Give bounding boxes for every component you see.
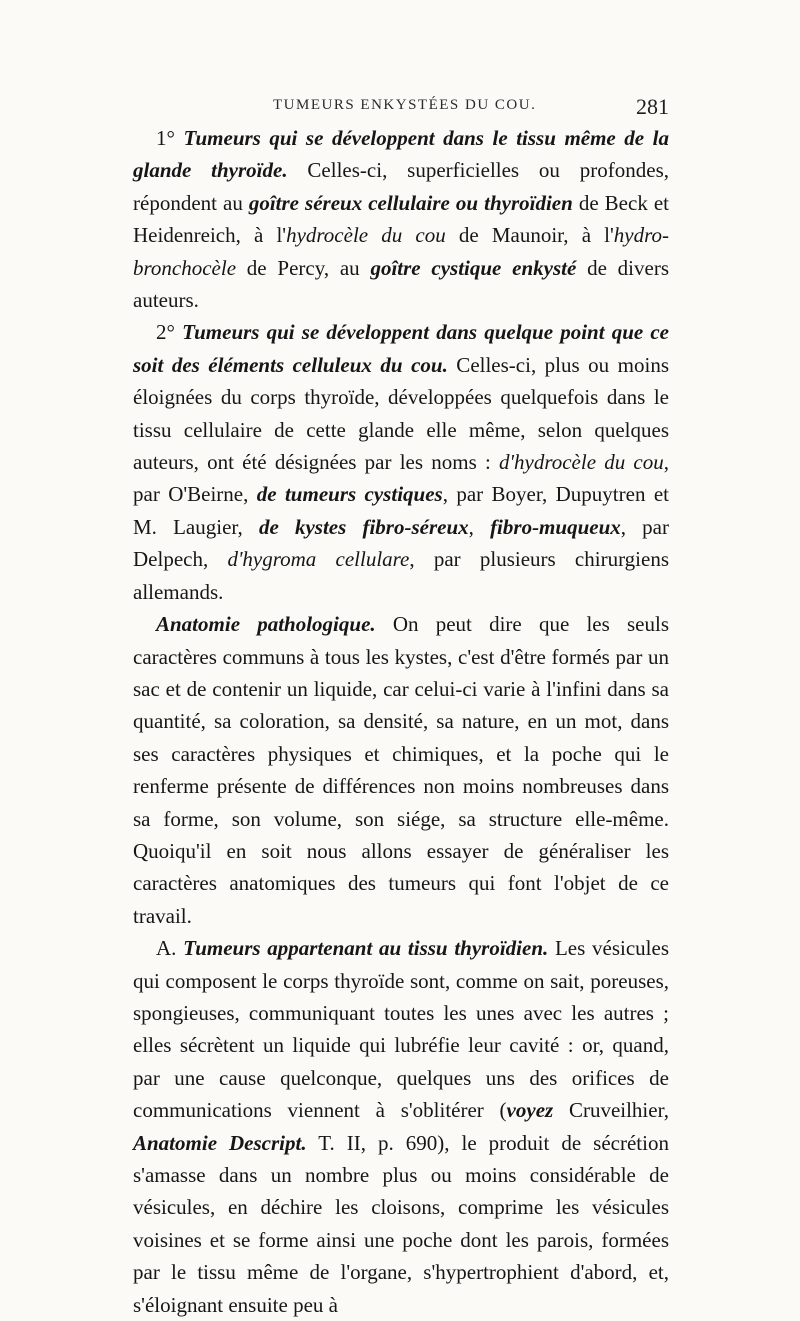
text-span: Cruveilhier, [553,1098,669,1123]
emphasis-span: de tumeurs cystiques [256,482,443,507]
running-head [133,94,669,124]
text-span: T. II, p. 690), le produit de sécrétion s'amasse dans un nombre plus ou moins considérable de vésicules, en déchire les cloisons, comprime les vésicules voisines et se forme ainsi une poche dont les parois, formées par le tissu même de l'organe, s'hypertrophient d'abord, et, s'éloignant ensuite peu à [133,1130,669,1317]
paragraph-4 [133,932,669,1321]
text-span: A. [156,936,184,961]
text-span: , par plusieurs chirurgiens allemands. [133,547,670,604]
emphasis-span: goître cystique enkysté [370,255,577,280]
italic-span: hydrocèle du cou [286,223,446,248]
text-span: de Percy, au [236,255,371,280]
paragraph-1 [133,122,669,316]
paragraph-2 [133,316,669,608]
paragraph-3 [133,608,669,932]
text-span: 2° [156,320,183,345]
emphasis-span: Anatomie pathologique. [156,612,376,637]
text-span: de divers auteurs. [133,255,669,313]
emphasis-span: Tumeurs qui se développent dans le tissu même de la glande thyroïde. [133,126,669,183]
text-span: Les vésicules qui composent le corps thyroïde sont, comme on sait, poreuses, spongieuses, communiquant toutes les unes avec les autres ; elles sécrètent un liquide qui lubréfie leur cavité : or, quand, par une cause quelconque, quelques uns des orifices de communications viennent à s'oblitérer ( [133,936,669,1123]
emphasis-span: Tumeurs appartenant au tissu thyroïdien. [183,936,549,961]
text-span: Celles-ci, plus ou moins éloignées du corps thyroïde, développées quelquefois dans le tissu cellulaire de cette glande elle même, selon quelques auteurs, ont été désignées par les noms : [133,352,669,475]
italic-span: hydro-bronchocèle [133,223,669,280]
text-span: de Beck et Heidenreich, à l' [133,190,669,248]
italic-span: d'hydrocèle du cou [499,450,664,475]
emphasis-span: fibro-muqueux [490,514,621,539]
emphasis-span: voyez [506,1098,554,1123]
body-text [133,122,669,1321]
running-title: TUMEURS ENKYSTÉES DU COU. [273,97,537,113]
text-span: On peut dire que les seuls caractères communs à tous les kystes, c'est d'être formés par un sac et de contenir un liquide, car celui-ci varie à l'infini dans sa quantité, sa coloration, sa densité, sa nature, en un mot, dans ses caractères physiques et chimiques, et la poche qui le renferme présente de différences non moins nombreuses dans sa forme, son volume, son siége, sa structure elle-même. Quoiqu'il en soit nous allons essayer de généraliser les caractères anatomiques des tumeurs qui font l'objet de ce travail. [133,612,669,928]
text-span: , par Boyer, Dupuytren et M. Laugier, [133,482,669,539]
emphasis-span: goître séreux cellulaire ou thyroïdien [248,190,573,215]
text-span: de Maunoir, à l' [445,223,614,248]
italic-span: d'hygroma cellulare [227,547,410,572]
text-span: , [468,514,491,539]
page-number: 281 [636,94,669,119]
text-span: , par O'Beirne, [133,450,670,507]
emphasis-span: Anatomie Descript. [133,1130,307,1155]
text-span: Celles-ci, superficielles ou profondes, répondent au [133,158,670,215]
emphasis-span: de kystes fibro-séreux [258,514,469,539]
emphasis-span: Tumeurs qui se développent dans quelque point que ce soit des éléments celluleux du cou. [133,320,669,377]
text-span: 1° [156,126,184,150]
text-span: , par Delpech, [133,514,669,572]
